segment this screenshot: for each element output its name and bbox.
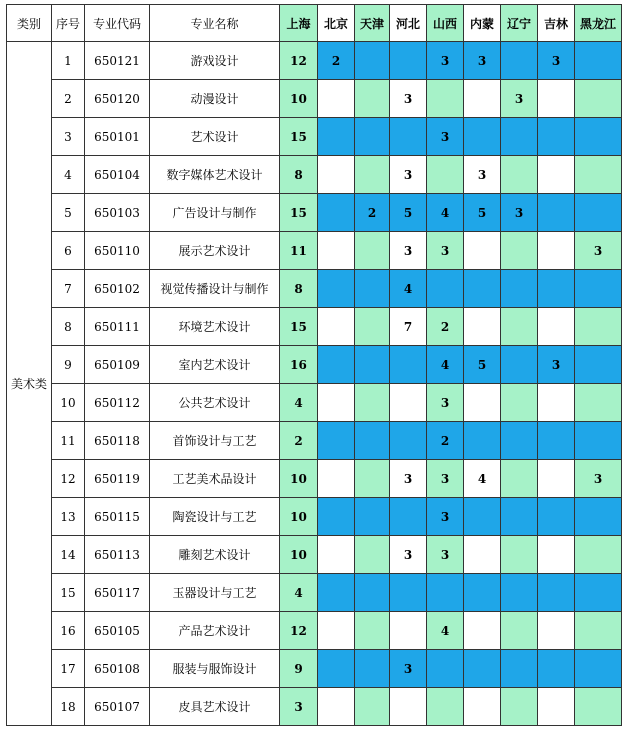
quota-cell-liaoning bbox=[501, 422, 538, 460]
quota-cell-heilongjiang: 3 bbox=[575, 232, 622, 270]
quota-cell-shanxi bbox=[427, 270, 464, 308]
code-cell: 650113 bbox=[85, 536, 150, 574]
quota-cell-neimeng: 4 bbox=[464, 460, 501, 498]
quota-cell-beijing bbox=[318, 688, 355, 726]
quota-cell-heilongjiang bbox=[575, 688, 622, 726]
quota-cell-shanghai: 4 bbox=[280, 384, 318, 422]
quota-cell-tianjin bbox=[355, 460, 390, 498]
quota-cell-jilin bbox=[538, 536, 575, 574]
quota-cell-shanghai: 11 bbox=[280, 232, 318, 270]
quota-cell-shanghai: 10 bbox=[280, 460, 318, 498]
quota-cell-jilin: 3 bbox=[538, 42, 575, 80]
header-province-shanghai: 上海 bbox=[280, 5, 318, 42]
quota-cell-liaoning bbox=[501, 308, 538, 346]
quota-cell-heilongjiang bbox=[575, 308, 622, 346]
quota-cell-heilongjiang bbox=[575, 194, 622, 232]
code-cell: 650109 bbox=[85, 346, 150, 384]
quota-cell-liaoning: 3 bbox=[501, 194, 538, 232]
quota-cell-liaoning bbox=[501, 498, 538, 536]
quota-cell-hebei: 7 bbox=[390, 308, 427, 346]
quota-cell-neimeng bbox=[464, 536, 501, 574]
quota-cell-neimeng bbox=[464, 80, 501, 118]
quota-cell-neimeng bbox=[464, 574, 501, 612]
index-cell: 13 bbox=[52, 498, 85, 536]
name-cell: 环境艺术设计 bbox=[150, 308, 280, 346]
quota-cell-heilongjiang bbox=[575, 612, 622, 650]
quota-cell-liaoning bbox=[501, 270, 538, 308]
quota-cell-beijing bbox=[318, 422, 355, 460]
quota-cell-hebei: 5 bbox=[390, 194, 427, 232]
code-cell: 650107 bbox=[85, 688, 150, 726]
name-cell: 视觉传播设计与制作 bbox=[150, 270, 280, 308]
quota-cell-hebei bbox=[390, 688, 427, 726]
table-row bbox=[7, 156, 622, 194]
quota-cell-beijing bbox=[318, 536, 355, 574]
index-cell: 2 bbox=[52, 80, 85, 118]
name-cell: 艺术设计 bbox=[150, 118, 280, 156]
quota-cell-neimeng: 5 bbox=[464, 194, 501, 232]
code-cell: 650111 bbox=[85, 308, 150, 346]
quota-cell-shanghai: 9 bbox=[280, 650, 318, 688]
code-cell: 650115 bbox=[85, 498, 150, 536]
quota-cell-neimeng bbox=[464, 688, 501, 726]
table-row bbox=[7, 536, 622, 574]
quota-cell-shanghai: 15 bbox=[280, 308, 318, 346]
table-row bbox=[7, 194, 622, 232]
quota-cell-tianjin bbox=[355, 498, 390, 536]
quota-cell-beijing bbox=[318, 612, 355, 650]
quota-cell-tianjin bbox=[355, 270, 390, 308]
quota-cell-shanxi: 3 bbox=[427, 42, 464, 80]
header-name: 专业名称 bbox=[150, 5, 280, 42]
quota-cell-shanxi bbox=[427, 650, 464, 688]
table-row bbox=[7, 118, 622, 156]
quota-cell-hebei bbox=[390, 118, 427, 156]
quota-cell-shanghai: 15 bbox=[280, 194, 318, 232]
index-cell: 8 bbox=[52, 308, 85, 346]
code-cell: 650104 bbox=[85, 156, 150, 194]
quota-cell-heilongjiang bbox=[575, 42, 622, 80]
table-row bbox=[7, 650, 622, 688]
index-cell: 17 bbox=[52, 650, 85, 688]
quota-cell-neimeng bbox=[464, 498, 501, 536]
index-cell: 11 bbox=[52, 422, 85, 460]
quota-cell-hebei: 3 bbox=[390, 156, 427, 194]
quota-cell-liaoning bbox=[501, 118, 538, 156]
table-row bbox=[7, 688, 622, 726]
name-cell: 动漫设计 bbox=[150, 80, 280, 118]
quota-cell-shanxi: 3 bbox=[427, 384, 464, 422]
quota-cell-beijing bbox=[318, 194, 355, 232]
quota-cell-neimeng: 3 bbox=[464, 156, 501, 194]
quota-cell-neimeng: 3 bbox=[464, 42, 501, 80]
quota-cell-beijing bbox=[318, 384, 355, 422]
index-cell: 4 bbox=[52, 156, 85, 194]
quota-cell-shanxi: 3 bbox=[427, 498, 464, 536]
quota-cell-heilongjiang bbox=[575, 422, 622, 460]
code-cell: 650103 bbox=[85, 194, 150, 232]
quota-cell-hebei: 3 bbox=[390, 650, 427, 688]
quota-cell-beijing bbox=[318, 346, 355, 384]
quota-cell-hebei: 3 bbox=[390, 460, 427, 498]
quota-cell-shanxi bbox=[427, 80, 464, 118]
quota-cell-jilin bbox=[538, 650, 575, 688]
quota-cell-hebei: 4 bbox=[390, 270, 427, 308]
quota-cell-liaoning bbox=[501, 346, 538, 384]
quota-cell-jilin bbox=[538, 574, 575, 612]
name-cell: 展示艺术设计 bbox=[150, 232, 280, 270]
header-province-beijing: 北京 bbox=[318, 5, 355, 42]
quota-cell-heilongjiang bbox=[575, 384, 622, 422]
quota-cell-beijing bbox=[318, 80, 355, 118]
quota-cell-shanxi bbox=[427, 574, 464, 612]
quota-cell-shanxi bbox=[427, 688, 464, 726]
code-cell: 650118 bbox=[85, 422, 150, 460]
quota-cell-shanghai: 3 bbox=[280, 688, 318, 726]
header-province-heilongjiang: 黑龙江 bbox=[575, 5, 622, 42]
quota-cell-shanghai: 8 bbox=[280, 270, 318, 308]
quota-cell-hebei bbox=[390, 574, 427, 612]
quota-cell-jilin bbox=[538, 384, 575, 422]
quota-cell-beijing bbox=[318, 308, 355, 346]
quota-cell-neimeng bbox=[464, 650, 501, 688]
quota-cell-beijing bbox=[318, 650, 355, 688]
category-cell: 美术类 bbox=[7, 42, 52, 726]
quota-cell-hebei bbox=[390, 42, 427, 80]
table-body bbox=[7, 42, 622, 726]
name-cell: 公共艺术设计 bbox=[150, 384, 280, 422]
quota-cell-liaoning bbox=[501, 574, 538, 612]
quota-cell-shanghai: 10 bbox=[280, 498, 318, 536]
name-cell: 数字媒体艺术设计 bbox=[150, 156, 280, 194]
quota-cell-shanxi: 2 bbox=[427, 422, 464, 460]
quota-cell-shanxi: 2 bbox=[427, 308, 464, 346]
quota-cell-hebei bbox=[390, 422, 427, 460]
quota-cell-heilongjiang bbox=[575, 118, 622, 156]
quota-cell-shanghai: 10 bbox=[280, 80, 318, 118]
quota-cell-liaoning: 3 bbox=[501, 80, 538, 118]
quota-cell-tianjin: 2 bbox=[355, 194, 390, 232]
table-row bbox=[7, 384, 622, 422]
table-row bbox=[7, 80, 622, 118]
quota-cell-heilongjiang bbox=[575, 574, 622, 612]
quota-cell-hebei: 3 bbox=[390, 80, 427, 118]
header-province-liaoning: 辽宁 bbox=[501, 5, 538, 42]
quota-cell-shanxi: 4 bbox=[427, 194, 464, 232]
table-row bbox=[7, 574, 622, 612]
quota-cell-jilin bbox=[538, 422, 575, 460]
quota-cell-jilin bbox=[538, 460, 575, 498]
code-cell: 650108 bbox=[85, 650, 150, 688]
index-cell: 3 bbox=[52, 118, 85, 156]
quota-cell-jilin: 3 bbox=[538, 346, 575, 384]
quota-cell-heilongjiang bbox=[575, 498, 622, 536]
quota-cell-neimeng bbox=[464, 308, 501, 346]
quota-cell-liaoning bbox=[501, 232, 538, 270]
quota-cell-shanxi: 3 bbox=[427, 118, 464, 156]
table-row bbox=[7, 346, 622, 384]
name-cell: 陶瓷设计与工艺 bbox=[150, 498, 280, 536]
quota-cell-jilin bbox=[538, 156, 575, 194]
quota-cell-tianjin bbox=[355, 536, 390, 574]
quota-cell-heilongjiang bbox=[575, 80, 622, 118]
quota-cell-shanghai: 8 bbox=[280, 156, 318, 194]
header-province-tianjin: 天津 bbox=[355, 5, 390, 42]
quota-cell-shanghai: 4 bbox=[280, 574, 318, 612]
index-cell: 6 bbox=[52, 232, 85, 270]
quota-cell-jilin bbox=[538, 80, 575, 118]
quota-cell-jilin bbox=[538, 498, 575, 536]
quota-cell-liaoning bbox=[501, 650, 538, 688]
quota-cell-hebei: 3 bbox=[390, 536, 427, 574]
table-row bbox=[7, 498, 622, 536]
name-cell: 首饰设计与工艺 bbox=[150, 422, 280, 460]
quota-cell-liaoning bbox=[501, 42, 538, 80]
table-row bbox=[7, 232, 622, 270]
name-cell: 皮具艺术设计 bbox=[150, 688, 280, 726]
quota-cell-beijing bbox=[318, 232, 355, 270]
quota-cell-hebei bbox=[390, 346, 427, 384]
quota-cell-liaoning bbox=[501, 688, 538, 726]
name-cell: 雕刻艺术设计 bbox=[150, 536, 280, 574]
name-cell: 广告设计与制作 bbox=[150, 194, 280, 232]
index-cell: 16 bbox=[52, 612, 85, 650]
quota-cell-jilin bbox=[538, 688, 575, 726]
code-cell: 650102 bbox=[85, 270, 150, 308]
quota-cell-beijing bbox=[318, 270, 355, 308]
quota-cell-tianjin bbox=[355, 574, 390, 612]
quota-cell-jilin bbox=[538, 118, 575, 156]
header-category: 类别 bbox=[7, 5, 52, 42]
quota-cell-tianjin bbox=[355, 612, 390, 650]
code-cell: 650101 bbox=[85, 118, 150, 156]
quota-cell-tianjin bbox=[355, 42, 390, 80]
table-row bbox=[7, 308, 622, 346]
quota-cell-liaoning bbox=[501, 460, 538, 498]
quota-cell-beijing bbox=[318, 574, 355, 612]
quota-cell-shanghai: 2 bbox=[280, 422, 318, 460]
quota-cell-hebei bbox=[390, 384, 427, 422]
index-cell: 1 bbox=[52, 42, 85, 80]
quota-cell-shanghai: 16 bbox=[280, 346, 318, 384]
name-cell: 玉器设计与工艺 bbox=[150, 574, 280, 612]
quota-cell-heilongjiang: 3 bbox=[575, 460, 622, 498]
quota-cell-jilin bbox=[538, 308, 575, 346]
code-cell: 650119 bbox=[85, 460, 150, 498]
header-province-jilin: 吉林 bbox=[538, 5, 575, 42]
code-cell: 650117 bbox=[85, 574, 150, 612]
quota-cell-beijing: 2 bbox=[318, 42, 355, 80]
index-cell: 7 bbox=[52, 270, 85, 308]
quota-cell-beijing bbox=[318, 118, 355, 156]
quota-cell-tianjin bbox=[355, 346, 390, 384]
name-cell: 服装与服饰设计 bbox=[150, 650, 280, 688]
quota-cell-shanxi: 4 bbox=[427, 612, 464, 650]
name-cell: 产品艺术设计 bbox=[150, 612, 280, 650]
code-cell: 650120 bbox=[85, 80, 150, 118]
quota-cell-heilongjiang bbox=[575, 270, 622, 308]
quota-cell-tianjin bbox=[355, 80, 390, 118]
index-cell: 18 bbox=[52, 688, 85, 726]
code-cell: 650121 bbox=[85, 42, 150, 80]
name-cell: 室内艺术设计 bbox=[150, 346, 280, 384]
index-cell: 5 bbox=[52, 194, 85, 232]
quota-cell-heilongjiang bbox=[575, 536, 622, 574]
quota-cell-heilongjiang bbox=[575, 650, 622, 688]
quota-cell-tianjin bbox=[355, 308, 390, 346]
quota-cell-shanxi bbox=[427, 156, 464, 194]
code-cell: 650110 bbox=[85, 232, 150, 270]
quota-cell-tianjin bbox=[355, 384, 390, 422]
quota-cell-beijing bbox=[318, 498, 355, 536]
quota-cell-jilin bbox=[538, 270, 575, 308]
table-row bbox=[7, 422, 622, 460]
quota-cell-heilongjiang bbox=[575, 346, 622, 384]
quota-cell-neimeng bbox=[464, 422, 501, 460]
quota-cell-beijing bbox=[318, 156, 355, 194]
header-province-hebei: 河北 bbox=[390, 5, 427, 42]
quota-cell-shanghai: 12 bbox=[280, 42, 318, 80]
index-cell: 15 bbox=[52, 574, 85, 612]
quota-cell-neimeng bbox=[464, 612, 501, 650]
table-row bbox=[7, 460, 622, 498]
quota-cell-jilin bbox=[538, 612, 575, 650]
table-row bbox=[7, 270, 622, 308]
quota-cell-shanghai: 10 bbox=[280, 536, 318, 574]
name-cell: 游戏设计 bbox=[150, 42, 280, 80]
quota-cell-hebei bbox=[390, 498, 427, 536]
quota-cell-tianjin bbox=[355, 118, 390, 156]
index-cell: 10 bbox=[52, 384, 85, 422]
code-cell: 650105 bbox=[85, 612, 150, 650]
quota-cell-liaoning bbox=[501, 612, 538, 650]
quota-cell-tianjin bbox=[355, 232, 390, 270]
name-cell: 工艺美术品设计 bbox=[150, 460, 280, 498]
quota-cell-neimeng bbox=[464, 118, 501, 156]
quota-cell-tianjin bbox=[355, 688, 390, 726]
quota-cell-beijing bbox=[318, 460, 355, 498]
header-province-shanxi: 山西 bbox=[427, 5, 464, 42]
quota-cell-neimeng bbox=[464, 270, 501, 308]
index-cell: 12 bbox=[52, 460, 85, 498]
header-code: 专业代码 bbox=[85, 5, 150, 42]
quota-cell-neimeng bbox=[464, 232, 501, 270]
quota-cell-shanxi: 4 bbox=[427, 346, 464, 384]
quota-cell-neimeng bbox=[464, 384, 501, 422]
quota-cell-shanxi: 3 bbox=[427, 232, 464, 270]
index-cell: 14 bbox=[52, 536, 85, 574]
table-row bbox=[7, 42, 622, 80]
quota-cell-hebei: 3 bbox=[390, 232, 427, 270]
quota-cell-tianjin bbox=[355, 422, 390, 460]
quota-cell-jilin bbox=[538, 194, 575, 232]
header-province-neimeng: 内蒙 bbox=[464, 5, 501, 42]
quota-cell-liaoning bbox=[501, 384, 538, 422]
header-index: 序号 bbox=[52, 5, 85, 42]
quota-cell-jilin bbox=[538, 232, 575, 270]
quota-cell-tianjin bbox=[355, 156, 390, 194]
quota-cell-shanxi: 3 bbox=[427, 536, 464, 574]
quota-cell-shanghai: 15 bbox=[280, 118, 318, 156]
quota-cell-shanghai: 12 bbox=[280, 612, 318, 650]
index-cell: 9 bbox=[52, 346, 85, 384]
header-row bbox=[7, 5, 622, 42]
quota-cell-neimeng: 5 bbox=[464, 346, 501, 384]
quota-cell-hebei bbox=[390, 612, 427, 650]
major-quota-table bbox=[6, 4, 622, 726]
quota-cell-shanxi: 3 bbox=[427, 460, 464, 498]
table-row bbox=[7, 612, 622, 650]
code-cell: 650112 bbox=[85, 384, 150, 422]
quota-cell-liaoning bbox=[501, 156, 538, 194]
quota-cell-heilongjiang bbox=[575, 156, 622, 194]
quota-cell-tianjin bbox=[355, 650, 390, 688]
quota-cell-liaoning bbox=[501, 536, 538, 574]
